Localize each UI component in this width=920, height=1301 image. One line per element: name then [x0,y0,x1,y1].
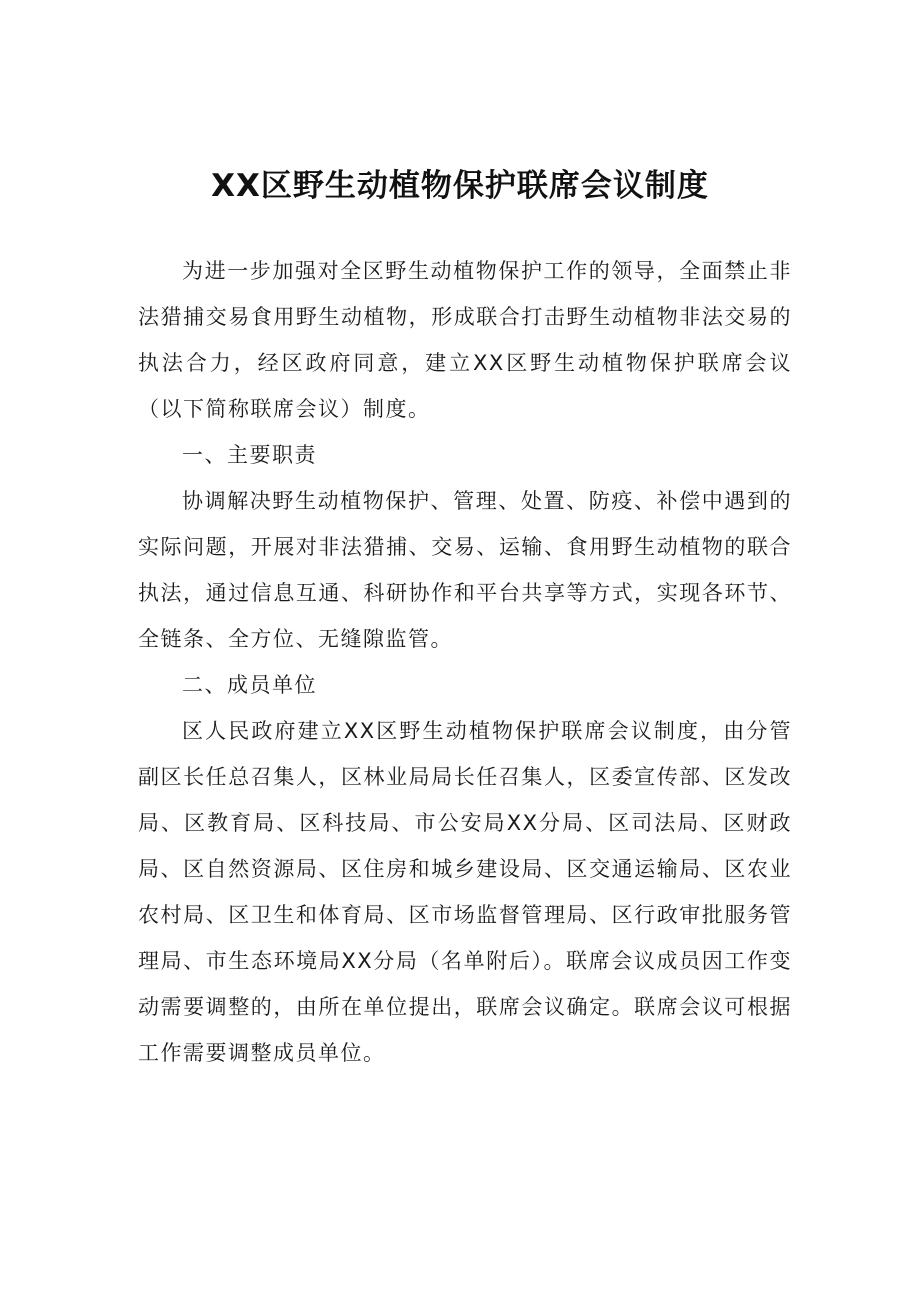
members-paragraph: 区人民政府建立XX区野生动植物保护联席会议制度，由分管副区长任总召集人，区林业局局长任召集人，区委宣传部、区发改局、区教育局、区科技局、市公安局XX分局、区司法局、区财政局、区自然资源局、区住房和城乡建设局、区交通运输局、区农业农村局、区卫生和体育局、区市场监督管理局、区行政审批服务管理局、市生态环境局XX分局（名单附后）。联席会议成员因工作变动需要调整的，由所在单位提出，联席会议确定。联席会议可根据工作需要调整成员单位。 [138,719,792,1065]
intro-paragraph: 为进一步加强对全区野生动植物保护工作的领导，全面禁止非法猎捕交易食用野生动植物，形成联合打击野生动植物非法交易的执法合力，经区政府同意，建立XX区野生动植物保护联席会议（以下简称联席会议）制度。 [138,259,792,421]
section-heading-responsibilities: 一、主要职责 [182,443,317,467]
section-heading-members: 二、成员单位 [182,673,317,697]
responsibilities-paragraph: 协调解决野生动植物保护、管理、处置、防疫、补偿中遇到的实际问题，开展对非法猎捕、交易、运输、食用野生动植物的联合执法，通过信息互通、科研协作和平台共享等方式，实现各环节、全链条、全方位、无缝隙监管。 [138,489,792,651]
document-body [138,248,792,1076]
document-title: XX区野生动植物保护联席会议制度 [211,168,709,204]
